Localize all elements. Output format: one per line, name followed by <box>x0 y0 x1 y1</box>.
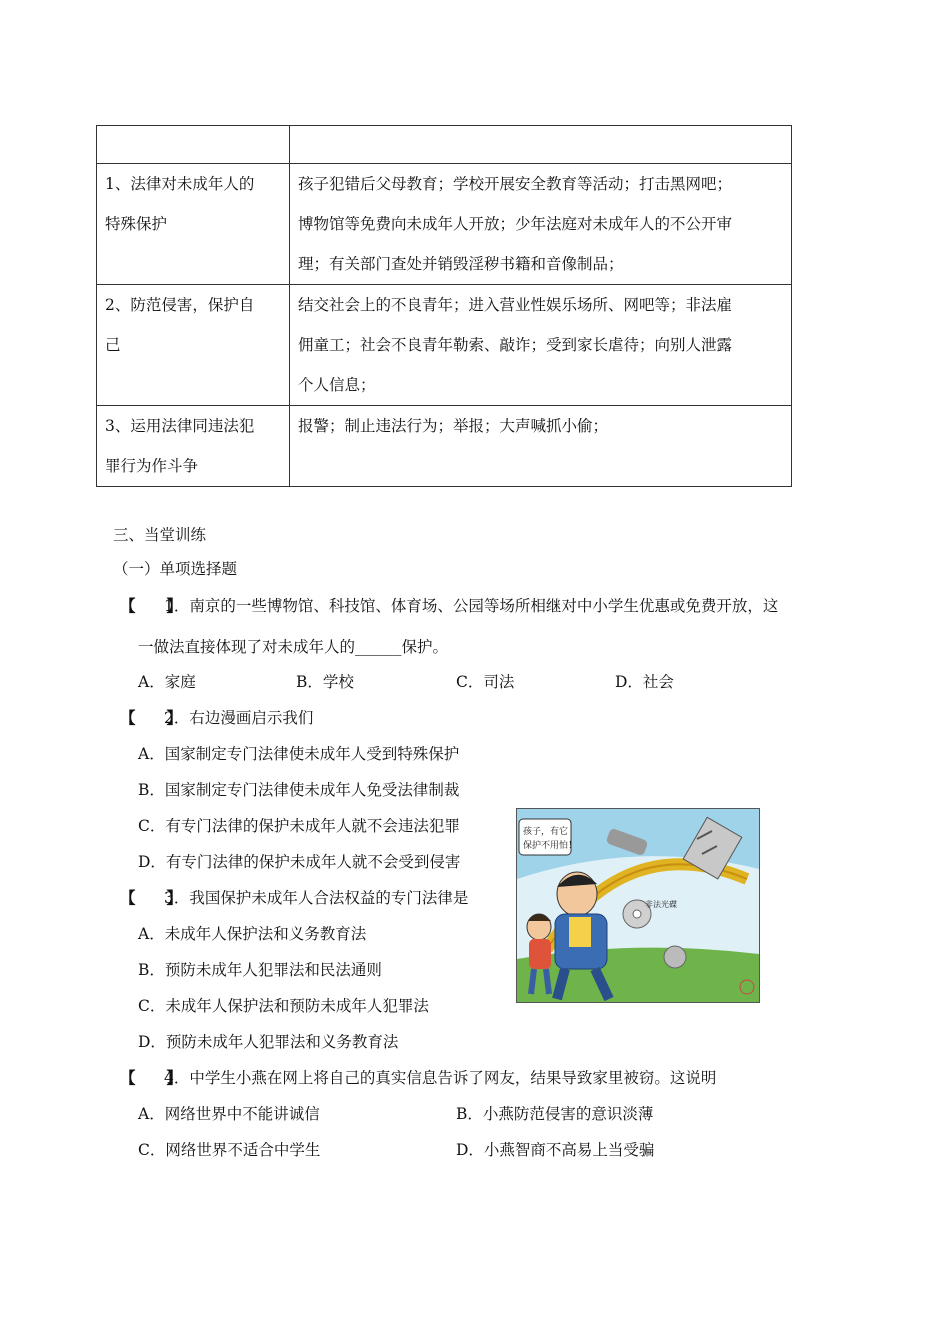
option-d[interactable]: D．有专门法律的保护未成年人就不会受到侵害 <box>138 853 461 871</box>
option-a[interactable]: A．网络世界中不能讲诚信 <box>138 1105 320 1123</box>
option-b[interactable]: B．国家制定专门法律使未成年人免受法律制裁 <box>138 781 460 799</box>
table-header-row <box>97 126 792 164</box>
speech-text: 保护不用怕！ <box>523 841 578 851</box>
answer-bracket[interactable]: 【 】 <box>120 888 183 907</box>
section-title: 三、当堂训练 <box>113 526 207 544</box>
cartoon-illustration <box>516 808 760 1003</box>
topic-line: 特殊保护 <box>105 215 168 233</box>
option-c[interactable]: C．有专门法律的保护未成年人就不会违法犯罪 <box>138 817 460 835</box>
question-text: 1．南京的一些博物馆、科技馆、体育场、公园等场所相继对中小学生优惠或免费开放，这 <box>164 597 779 615</box>
summary-table <box>96 125 792 487</box>
table-row <box>97 406 792 487</box>
option-b[interactable]: B．学校 <box>296 673 354 691</box>
disc-label: 非法光碟 <box>645 900 677 909</box>
option-c[interactable]: C．未成年人保护法和预防未成年人犯罪法 <box>138 997 429 1015</box>
topic-line: 罪行为作斗争 <box>105 457 199 475</box>
option-a[interactable]: A．未成年人保护法和义务教育法 <box>138 925 367 943</box>
topic-line: 己 <box>105 336 121 354</box>
option-a[interactable]: A．家庭 <box>138 673 196 691</box>
topic-line: 3、运用法律同违法犯 <box>105 417 255 435</box>
option-c[interactable]: C．司法 <box>456 673 515 691</box>
topic-cell <box>97 285 290 406</box>
answer-bracket[interactable]: 【 】 <box>120 596 183 615</box>
topic-cell <box>97 406 290 487</box>
answer-bracket[interactable]: 【 】 <box>120 708 183 727</box>
option-b[interactable]: B．小燕防范侵害的意识淡薄 <box>456 1105 654 1123</box>
question-3-stem <box>120 886 468 908</box>
examples-cell <box>290 406 792 487</box>
question-2-stem <box>120 706 313 728</box>
examples-cell <box>290 164 792 285</box>
question-text: 2．右边漫画启示我们 <box>164 709 314 727</box>
examples-line: 孩子犯错后父母教育；学校开展安全教育等活动；打击黑网吧； <box>298 175 733 193</box>
option-d[interactable]: D．预防未成年人犯罪法和义务教育法 <box>138 1033 399 1051</box>
examples-line: 理；有关部门查处并销毁淫秽书籍和音像制品； <box>298 255 624 273</box>
examples-cell <box>290 285 792 406</box>
table-header-cell <box>290 126 792 164</box>
option-d[interactable]: D．社会 <box>615 673 674 691</box>
cartoon-drawing <box>517 809 759 1002</box>
question-text: 4．中学生小燕在网上将自己的真实信息告诉了网友，结果导致家里被窃。这说明 <box>164 1069 717 1087</box>
table-row <box>97 164 792 285</box>
question-text: 3．我国保护未成年人合法权益的专门法律是 <box>164 889 469 907</box>
answer-bracket[interactable]: 【 】 <box>120 1068 183 1087</box>
option-a[interactable]: A．国家制定专门法律使未成年人受到特殊保护 <box>138 745 460 763</box>
examples-line: 博物馆等免费向未成年人开放；少年法庭对未成年人的不公开审 <box>298 215 733 233</box>
speech-text: 孩子，有它 <box>523 827 569 837</box>
question-1-stem <box>120 594 778 616</box>
option-b[interactable]: B．预防未成年人犯罪法和民法通则 <box>138 961 382 979</box>
question-1-stem-cont: 一做法直接体现了对未成年人的______保护。 <box>138 638 449 656</box>
table-header-cell <box>97 126 290 164</box>
option-d[interactable]: D．小燕智商不高易上当受骗 <box>456 1141 655 1159</box>
question-4-stem <box>120 1066 716 1088</box>
examples-line: 个人信息； <box>298 376 376 394</box>
topic-line: 1、法律对未成年人的 <box>105 175 255 193</box>
topic-line: 2、防范侵害，保护自 <box>105 296 255 314</box>
examples-line: 结交社会上的不良青年；进入营业性娱乐场所、网吧等；非法雇 <box>298 296 733 314</box>
examples-line: 报警；制止违法行为；举报；大声喊抓小偷； <box>298 417 609 435</box>
topic-cell <box>97 164 290 285</box>
table-row <box>97 285 792 406</box>
examples-line: 佣童工；社会不良青年勒索、敲诈；受到家长虐待；向别人泄露 <box>298 336 733 354</box>
subsection-title: （一）单项选择题 <box>113 560 238 578</box>
option-c[interactable]: C．网络世界不适合中学生 <box>138 1141 321 1159</box>
